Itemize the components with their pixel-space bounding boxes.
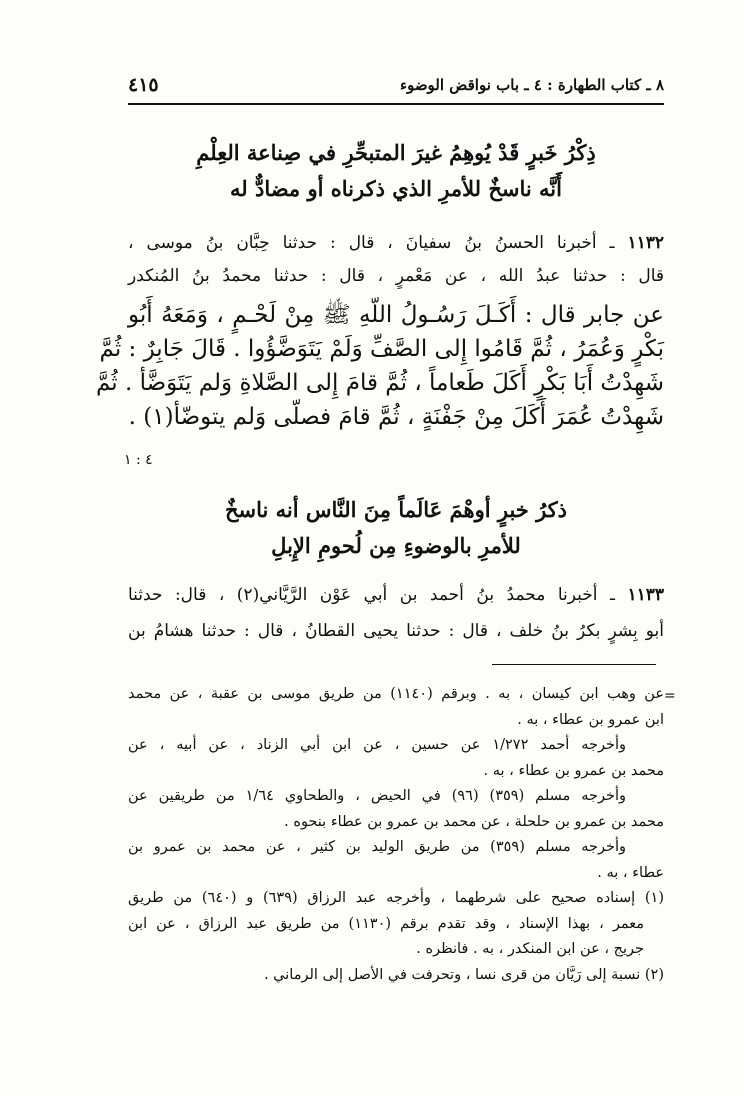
matn-line: شَهِدْتُ أَبَا بَكْرٍ أَكَلَ طَعاماً ، ثُمَّ قامَ إِلى الصَّلاةِ وَلم يَتَوَضَّأ . ثُمَّ xyxy=(96,370,664,396)
page-header xyxy=(128,74,664,106)
footnote-line: وأخرجه مسلم (٣٥٩) (٩٦) في الحيض ، والطحاوي ١/٦٤ من طريقين عن xyxy=(128,788,626,804)
section-heading-1 xyxy=(128,135,664,207)
heading-line: ذكرُ خبرٍ أوهْمَ عَالَماً مِنَ النَّاس أنه ناسخٌ xyxy=(224,497,568,522)
footnote-2: (٢) نسبة إلى رَيَّان من قرى نسا ، وتحرفت في الأصل إلى الرماني . xyxy=(263,966,664,983)
heading-line: للأمرِ بالوضوءِ مِن لُحومِ الإِبلِ xyxy=(271,533,521,558)
isnad-line: قال : حدثنا عبدُ الله ، عن مَعْمرٍ ، قال : حدثنا محمدُ بنُ المُنكدر xyxy=(128,266,664,286)
matn-line: بَكْرٍ وَعُمَرُ ، ثُمَّ قَامُوا إِلى الصَّفِّ وَلَمْ يَتَوَضَّؤُوا . قَالَ جَابِرٌ : ثُمَّ xyxy=(99,336,664,362)
hadith-1132-isnad xyxy=(128,227,664,293)
hadith-1132-matn xyxy=(96,298,664,434)
footnotes xyxy=(128,682,664,988)
footnote-separator xyxy=(492,664,656,665)
section-heading-2 xyxy=(128,492,664,564)
hadith-number: ١١٣٣ xyxy=(627,585,664,605)
matn-line: عن جابر قال : أَكَـلَ رَسُـولُ اللّهِ ﷺ مِنْ لَحْـمٍ ، وَمَعَهُ أَبُو xyxy=(128,302,664,328)
page-number: ٤١٥ xyxy=(128,74,159,96)
footnote-line: معمر ، بهذا الإسناد ، وقد تقدم برقم (١١٣٠) من طريق عبد الرزاق ، عن ابن xyxy=(128,915,644,932)
footnote-line: عن وهب ابن كيسان ، به . وبرقم (١١٤٠) من طريق موسى بن عقبة ، عن محمد xyxy=(128,686,664,702)
footnote-line: وأخرجه مسلم (٣٥٩) من طريق الوليد بن كثير ، عن محمد بن عمرو بن xyxy=(128,839,627,855)
source-reference: ٤ : ١ xyxy=(124,452,153,468)
isnad-line: ١١٣٣ ـ أخبرنا محمدُ بنُ أحمد بن أبي عَوْن الرَّيَّاني(٢) ، قال: حدثنا xyxy=(128,585,664,605)
continuation-mark: = xyxy=(664,688,676,704)
footnote-1: (١) إسناده صحيح على شرطهما ، وأخرجه عبد الرزاق (٦٣٩) و (٦٤٠) من طريق xyxy=(128,890,664,906)
isnad-line: ١١٣٢ ـ أخبرنا الحسنُ بنُ سفيانَ ، قال : حدثنا حِبَّان بنُ موسى ، xyxy=(128,233,665,253)
footnote-line: عطاء ، به . xyxy=(597,864,664,881)
hadith-number: ١١٣٢ xyxy=(627,233,665,253)
footnote-line: محمد بن عمرو بن عطاء ، به . xyxy=(483,762,664,779)
matn-line: شَهِدْتُ عُمَرَ أَكَلَ مِنْ جَفْنَةٍ ، ثُمَّ قامَ فصلّى وَلم يتوضّأ(١) . xyxy=(128,404,664,430)
heading-line: ذِكْرُ خَبرٍ قَدْ يُوهِمُ غيرَ المتبحِّرِ في صِناعة العِلْمِ xyxy=(196,140,596,165)
header-rule xyxy=(128,103,664,105)
isnad-line: أبو بِشرٍ بكرُ بنُ خلف ، قال : حدثنا يحيى القطانُ ، قال : حدثنا هشامُ بن xyxy=(128,621,664,641)
running-title: ٨ ـ كتاب الطهارة : ٤ ـ باب نواقض الوضوء xyxy=(400,76,664,94)
footnote-line: ابن عمرو بن عطاء ، به . xyxy=(517,711,664,728)
footnote-line: جريج ، عن ابن المنكدر ، به . فانظره . xyxy=(416,941,644,957)
hadith-1133-isnad xyxy=(128,577,664,649)
heading-line: أَنَّه ناسخٌ للأمرِ الذي ذكرناه أو مضادٌّ له xyxy=(230,176,562,201)
footnote-line: وأخرجه أحمد ١/٢٧٢ عن حسين ، عن ابن أبي الزناد ، عن أبيه ، عن xyxy=(128,737,627,753)
footnote-line: محمد بن عمرو بن حلحلة ، عن محمد بن عمرو بن عطاء بنحوه . xyxy=(284,813,664,830)
